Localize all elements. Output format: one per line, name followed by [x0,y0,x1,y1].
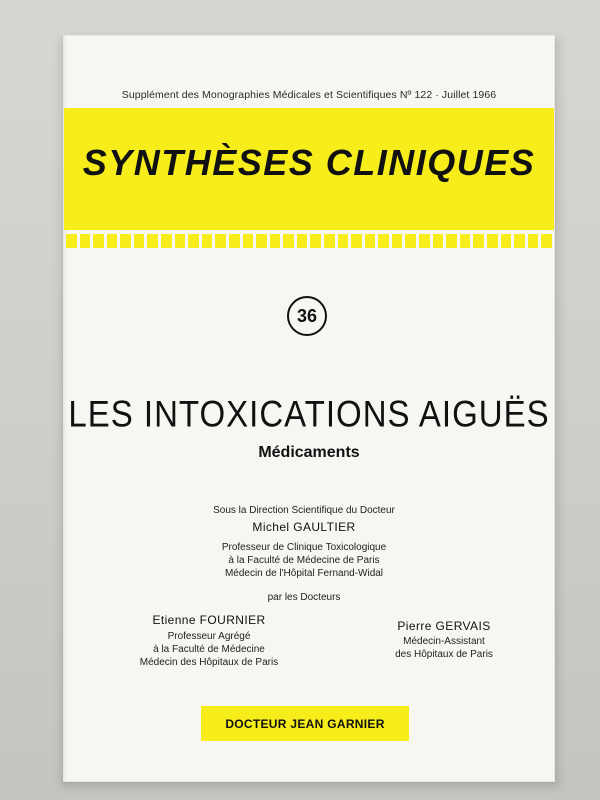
role-line: à la Faculté de Médecine [153,644,265,655]
author-label: DOCTEUR JEAN GARNIER [225,716,385,731]
supplement-line: Supplément des Monographies Médicales et Scientifiques Nº 122 · Juillet 1966 [121,89,497,101]
yellow-title-band [64,108,554,230]
main-doctor-name: Michel GAULTIER [252,520,356,534]
book-subtitle: Médicaments [258,444,360,461]
par-label: par les Docteurs [267,592,341,603]
issue-number: 36 [296,305,318,326]
yellow-tick-strip [64,234,554,248]
book-cover [63,35,555,782]
role-line: Médecin de l'Hôpital Fernand-Widal [224,568,384,579]
co-author-roles [109,630,309,669]
co-author-name: Pierre GERVAIS [397,619,491,633]
co-author-roles [354,635,534,661]
main-doctor-roles [184,541,424,580]
role-line: Professeur de Clinique Toxicologique [221,542,387,553]
issue-number-badge [287,296,327,336]
author-label-box [201,706,409,741]
co-author-name: Etienne FOURNIER [152,613,266,627]
role-line: Médecin des Hôpitaux de Paris [139,657,279,668]
direction-label: Sous la Direction Scientifique du Docteur [213,505,395,516]
series-title: SYNTHÈSES CLINIQUES [82,142,536,183]
role-line: à la Faculté de Médecine de Paris [228,555,380,566]
role-line: des Hôpitaux de Paris [395,649,493,660]
role-line: Professeur Agrégé [167,631,251,642]
book-title: LES INTOXICATIONS AIGUËS [68,393,550,435]
role-line: Médecin-Assistant [403,636,485,647]
